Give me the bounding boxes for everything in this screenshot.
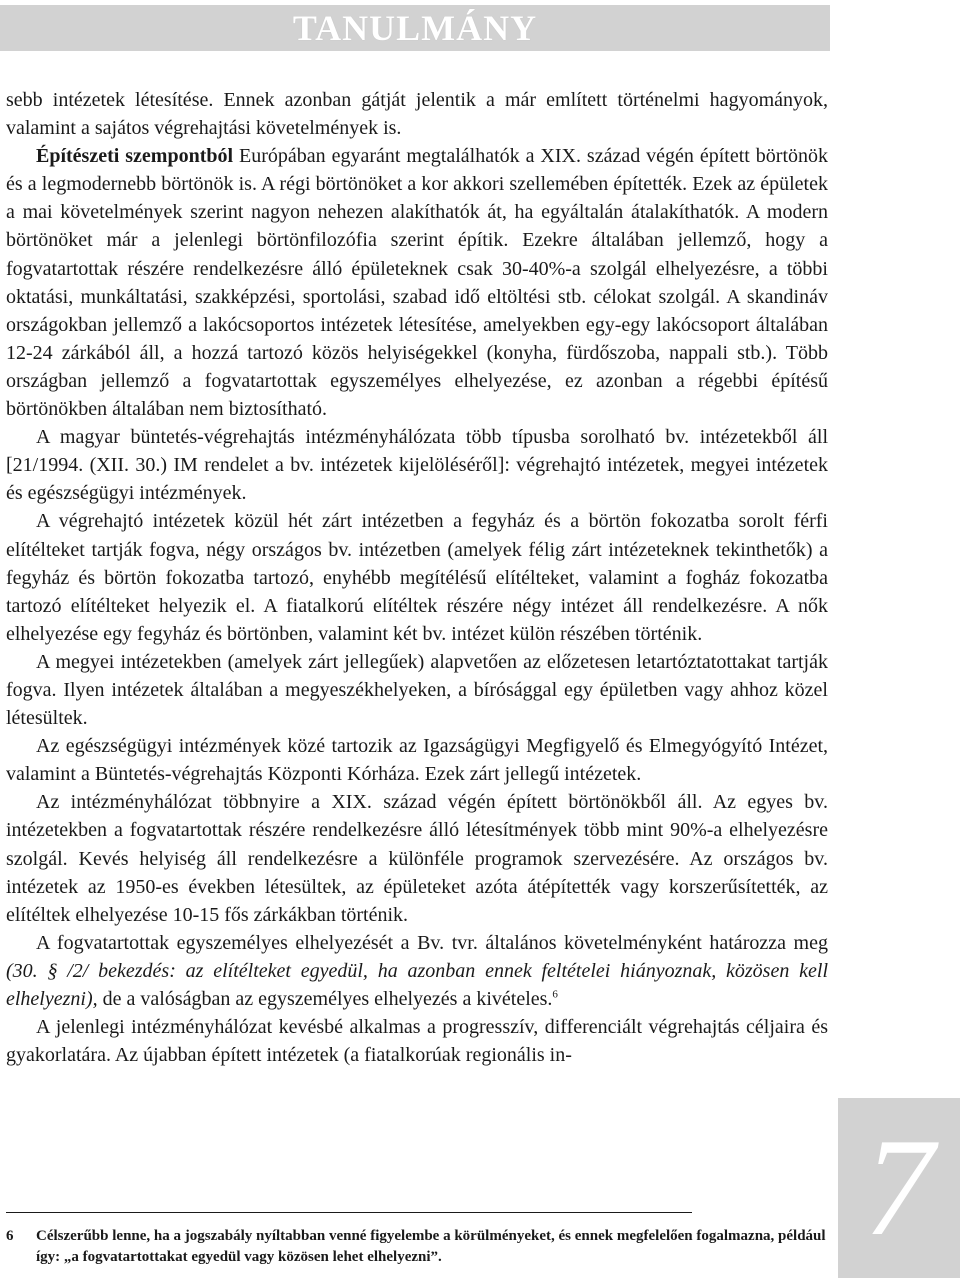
paragraph: [6, 648, 828, 732]
footnote: [6, 1226, 828, 1268]
text-run: A fogvatartottak egyszemélyes elhelyezését a Bv. tvr. általános követelményként határozza meg: [36, 931, 828, 954]
text-run: A megyei intézetekben (amelyek zárt jellegűek) alapvetően az előzetesen letartóztatottakat tartják fogva. Ilyen intézetek általában a megyeszékhelyeken, a bírósággal egy épületben vagy ahhoz közel létesültek.: [6, 650, 828, 730]
text-run: Építészeti szempontból: [36, 145, 234, 168]
paragraph: [6, 86, 828, 142]
footnote-divider: [6, 1212, 692, 1213]
text-run: Az egészségügyi intézmények közé tartozik az Igazságügyi Megfigyelő és Elmegyógyító Intézet, valamint a Büntetés-végrehajtás Központi Kórháza. Ezek zárt jellegű intézetek.: [6, 735, 828, 786]
paragraph: [6, 423, 828, 507]
text-run: Európában egyaránt megtalálhatók a XIX. század végén épített börtönök és a legmodernebb börtönök is. A régi börtönöket a kor akkori szellemében építették. Ezek az épületek a mai követelmények szerint nagyon nehezen alakíthatók át, ha egyáltalán átalakíthatók. A modern börtönöket már a jelenlegi börtönfilozófia szerint építik. Ezekre általában jellemző, hogy a fogvatartottak részére rendelkezésre álló épületeknek csak 30-40%-a szolgál elhelyezésre, a többi oktatási, munkáltatási, szakképzési, sportolási, szabad idő eltöltési stb. célokat szolgál. A skandináv országokban jellemző a lakócsoportos intézetek létesítése, amelyekben egy-egy lakócsoport általában 12-24 zárkából áll, a hozzá tartozó közös helyiségekkel (konyha, fürdőszoba, nappali stb.). Több országban jellemző a fogvatartottak egyszemélyes elhelyezése, ez azonban a régebbi építésű börtönökben általában nem biztosítható.: [6, 145, 829, 421]
paragraph: [6, 142, 828, 423]
text-run: sebb intézetek létesítése. Ennek azonban gátját jelentik a már említett történelmi hagyományok, valamint a sajátos végrehajtási követelmények is.: [6, 89, 828, 140]
article-body: [6, 86, 828, 1069]
text-run: (30. § /2/ bekezdés: az elítélteket egyedül, ha azonban ennek feltételei hiányoznak, közösen kell elhelyezni),: [6, 959, 828, 1010]
paragraph: [6, 732, 828, 788]
paragraph: [6, 929, 828, 1013]
paragraph: [6, 788, 828, 928]
paragraph: [6, 507, 828, 647]
footnote-ref: 6: [552, 988, 558, 1001]
section-header-bar: [0, 5, 830, 51]
page-number: 7: [864, 1110, 934, 1265]
text-run: de a valóságban az egyszemélyes elhelyezés a kivételes.: [97, 988, 553, 1010]
footnote-number: 6: [6, 1228, 14, 1244]
footnote-text: Célszerűbb lenne, ha a jogszabály nyíltabban venné figyelembe a körülményeket, és ennek megfelelően fogalmazna, például így: „a fogvatartottakat egyedül vagy közösen lehet elhelyezni”.: [36, 1228, 826, 1265]
section-title: TANULMÁNY: [292, 8, 538, 48]
text-run: Az intézményhálózat többnyire a XIX. század végén épített börtönökből áll. Az egyes bv. intézetekben a fogvatartottak részére rendelkezésre álló létesítmények több mint 90%-a elhelyezésre szolgál. Kevés helyiség áll rendelkezésre a különféle programok szervezésére. Az országos bv. intézetek az 1950-es években létesültek, az épületeket azóta átépítették vagy korszerűsítették, az elítéltek elhelyezése 10-15 fős zárkákban történik.: [6, 791, 828, 926]
text-run: A magyar büntetés-végrehajtás intézményhálózata több típusba sorolható bv. intézetekből áll [21/1994. (XII. 30.) IM rendelet a bv. intézetek kijelöléséről]: végrehajtó intézetek, megyei intézetek és egészségügyi intézmények.: [6, 426, 828, 505]
text-run: A jelenlegi intézményhálózat kevésbé alkalmas a progresszív, differenciált végrehajtás céljaira és gyakorlatára. Az újabban épített intézetek (a fiatalkorúak regionális in-: [6, 1016, 828, 1067]
page-number-box: [838, 1098, 960, 1278]
text-run: A végrehajtó intézetek közül hét zárt intézetben a fegyház és a börtön fokozatba sorolt férfi elítélteket tartják fogva, négy országos bv. intézetben (amelyek félig zárt intézeteknek tekinthetők) a fegyház és börtön fokozatba tartozó, enyhébb megítélésű elítélteket, valamint a fogház fokozatba tartozó elítélteket helyezik el. A fiatalkorú elítéltek részére négy intézet áll rendelkezésre. A nők elhelyezése egy fegyház és börtönben, valamint két bv. intézet külön részében történik.: [6, 510, 828, 645]
paragraph: [6, 1013, 828, 1069]
